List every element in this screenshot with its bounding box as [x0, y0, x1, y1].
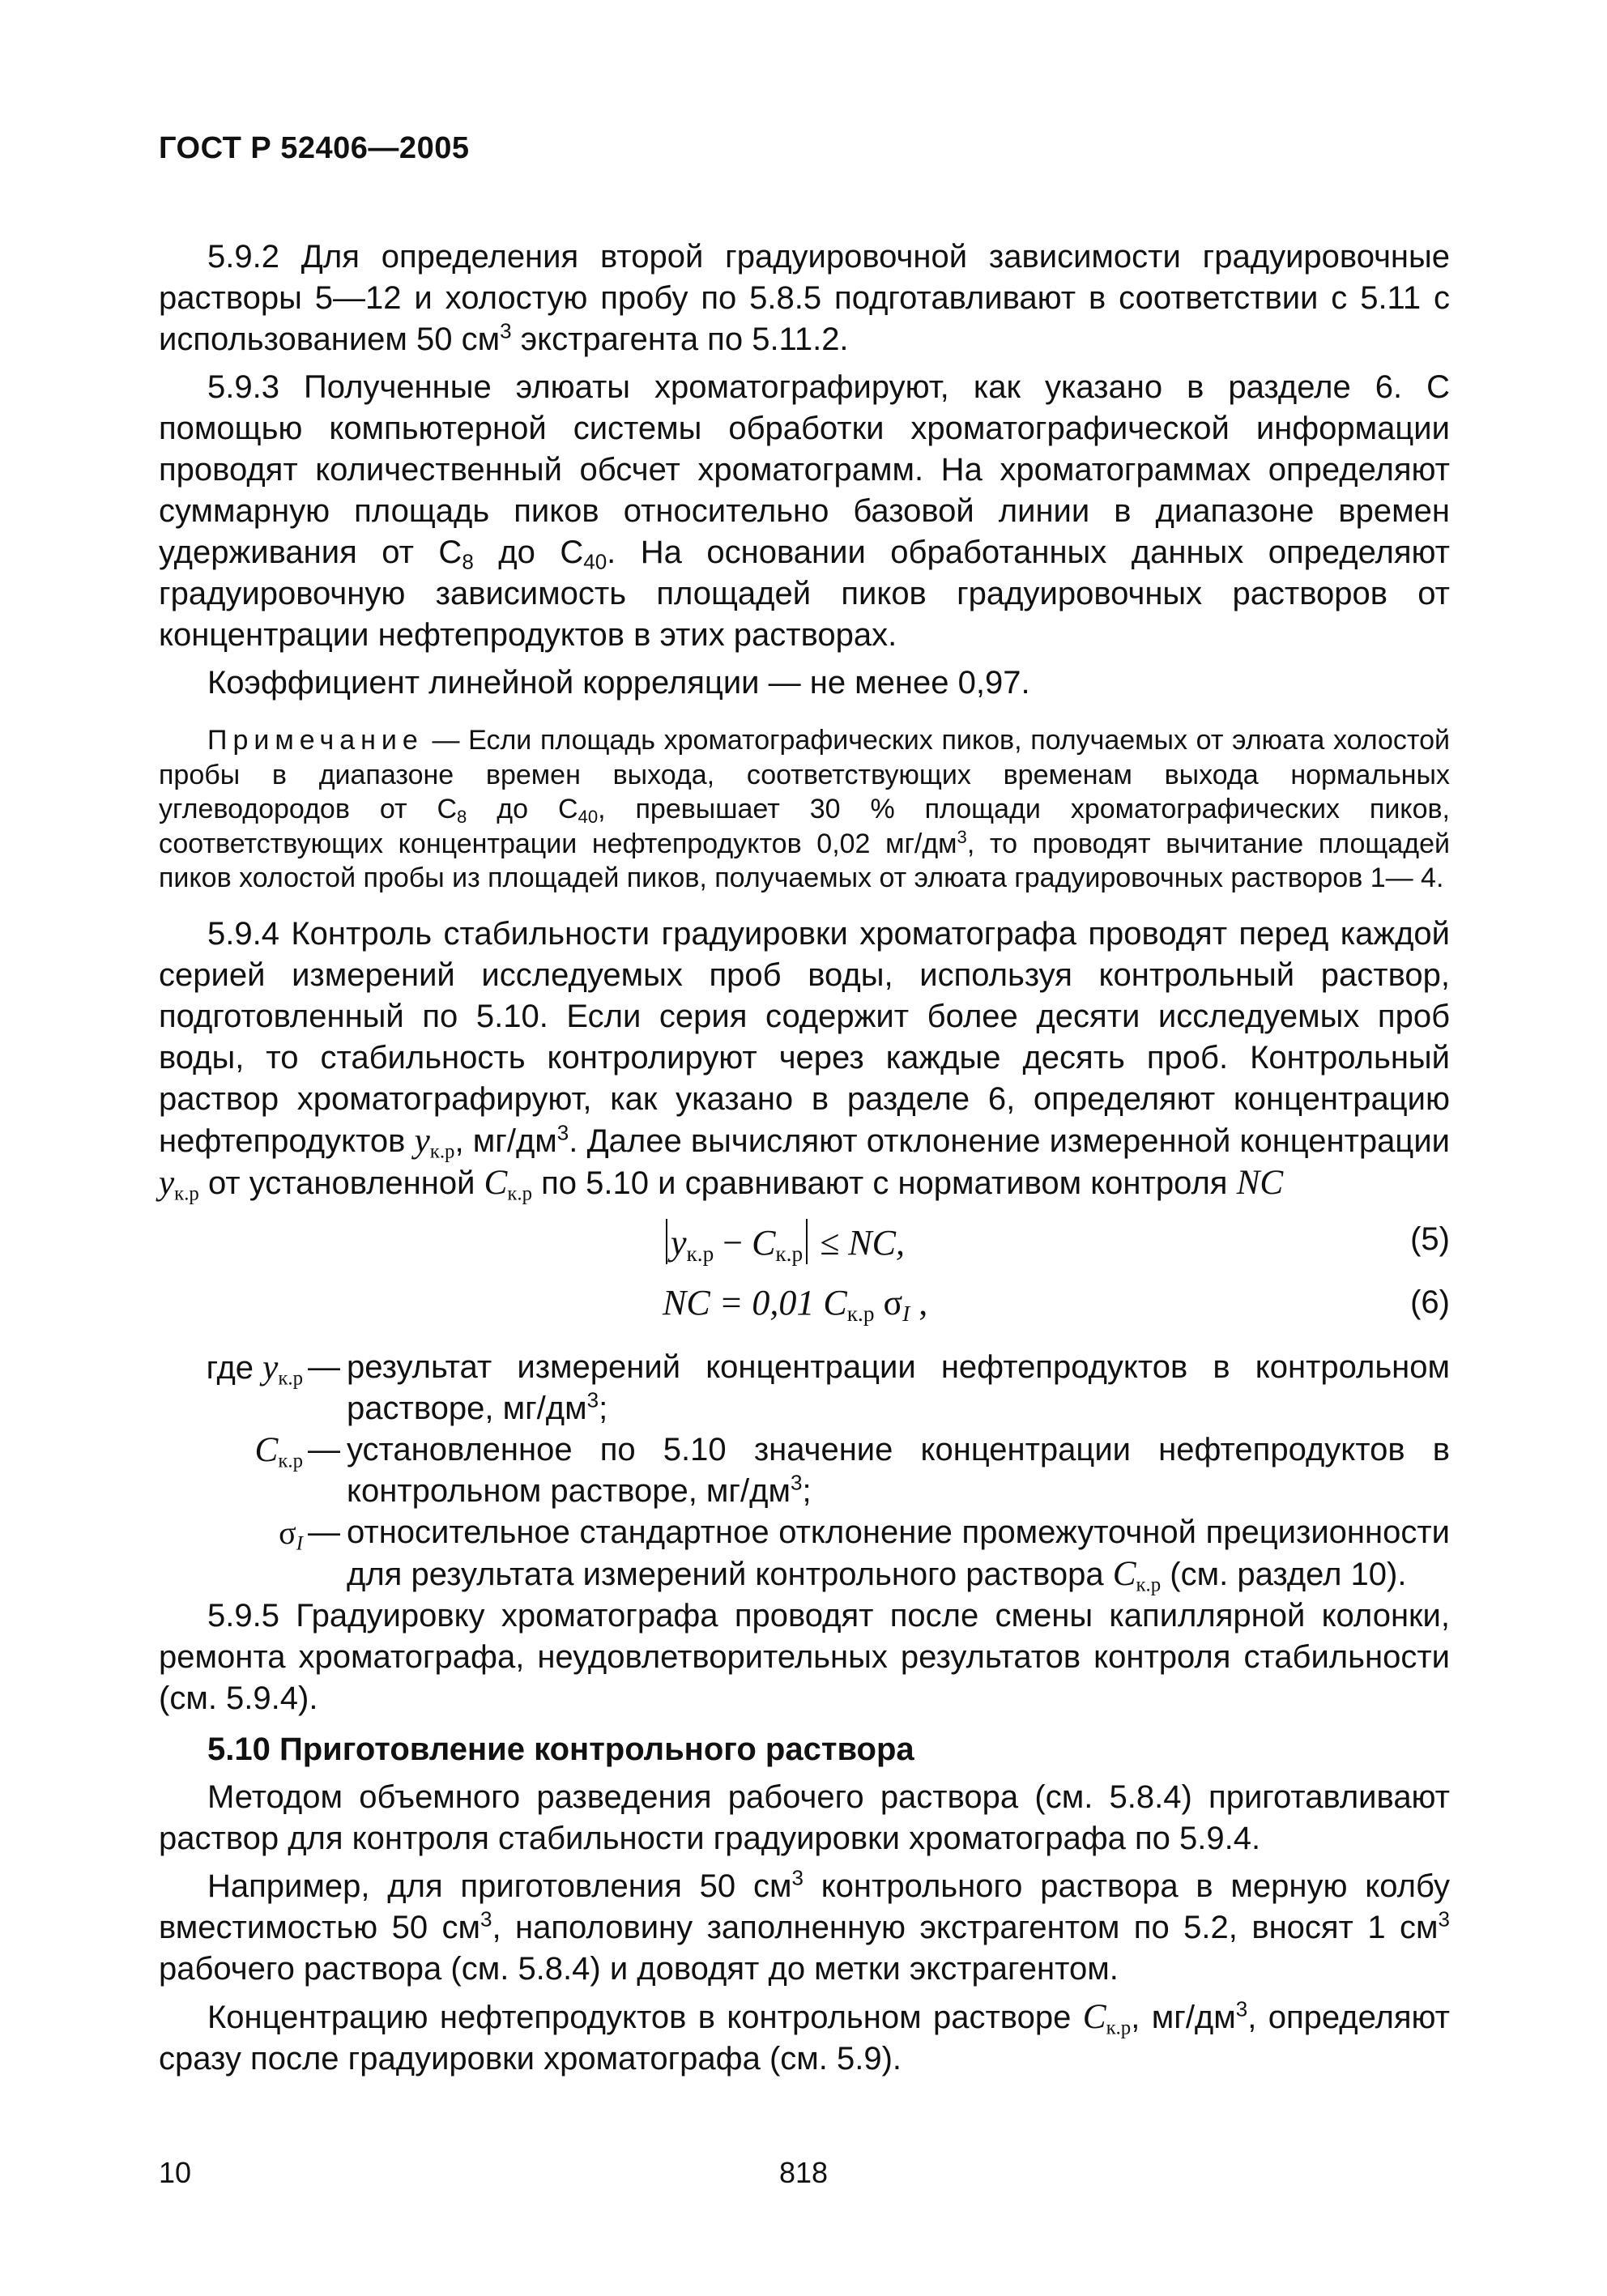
- sheet-number: 818: [779, 2156, 829, 2189]
- page-number: 10: [159, 2156, 192, 2189]
- equation-5-body: yк.р − Cк.р ≤ NC,: [663, 1219, 905, 1264]
- equation-6-number: (6): [1410, 1284, 1450, 1320]
- equation-5-number: (5): [1410, 1220, 1450, 1257]
- paragraph-5-9-2: 5.9.2 Для определения второй градуировочной зависимости градуировочные растворы 5—12 и холостую пробу по 5.8.5 подготавливают в соответствии с 5.11 с использованием 50 $см^3$ экстрагента по 5.11.2.: [159, 239, 1450, 357]
- definition-y: где yк.р — результат измерений концентрации нефтепродуктов в контрольном растворе, $мг/дм^3$;: [206, 1348, 1450, 1426]
- paragraph-5-10-1: Методом объемного разведения рабочего раствора (см. 5.8.4) приготавливают раствор для контроля стабильности градуировки хроматографа по 5.9.4.: [159, 1778, 1450, 1856]
- equation-5: [159, 1211, 1450, 1274]
- abs-bar-right: [806, 1219, 808, 1264]
- abs-bar-left: [666, 1219, 667, 1264]
- document-code-header: ГОСТ Р 52406—2005: [159, 131, 470, 165]
- paragraph-5-9-4: 5.9.4 Контроль стабильности градуировки хроматографа проводят перед каждой серией измерений исследуемых проб воды, используя контрольный раствор, подготовленный по 5.10. Если серия содержит более десяти исследуемых проб воды, то стабильность контролируют через каждые десять проб. Контрольный раствор хроматографируют, как указано в разделе 6, определяют концентрацию нефтепродуктов yк.р, $мг/дм^3$. Далее вычисляют отклонение измеренной концентрации yк.р от установленной Cк.р по 5.10 и сравнивают с нормативом контроля NC: [159, 915, 1450, 1204]
- paragraph-correlation: Коэффициент линейной корреляции — не менее 0,97.: [207, 665, 1030, 701]
- paragraph-5-9-5: 5.9.5 Градуировку хроматографа проводят после смены капиллярной колонки, ремонта хроматографа, неудовлетворительных результатов контроля стабильности (см. 5.9.4).: [159, 1597, 1450, 1716]
- note-label: Примечание: [207, 725, 424, 756]
- note-block: Примечание — Если площадь хроматографических пиков, получаемых от элюата холостой пробы в диапазоне времен выхода, соответствующих временам выхода нормальных углеводородов от $С_8$ до $С_{40}$, превышает 30 % площади хроматографических пиков, соответствующих концентрации нефтепродуктов 0,02 $мг/дм^3$, то проводят вычитание площадей пиков холостой пробы из площадей пиков, получаемых от элюата градуировочных растворов 1— 4.: [159, 725, 1451, 893]
- paragraph-5-10-3: Концентрацию нефтепродуктов в контрольном растворе Cк.р, $мг/дм^3$, определяют сразу после градуировки хроматографа (см. 5.9).: [159, 1996, 1450, 2077]
- definition-c: Cк.р — установленное по 5.10 значение концентрации нефтепродуктов в контрольном растворе, $мг/дм^3$;: [254, 1430, 1450, 1509]
- paragraph-5-9-3: 5.9.3 Полученные элюаты хроматографируют, как указано в разделе 6. С помощью компьютерной системы обработки хроматографической информации проводят количественный обсчет хроматограмм. На хроматограммах определяют суммарную площадь пиков относительно базовой линии в диапазоне времен удерживания от $С_8$ до $С_{40}$. На основании обработанных данных определяют градуировочную зависимость площадей пиков градуировочных растворов от концентрации нефтепродуктов в этих растворах.: [159, 369, 1450, 653]
- equation-6: [159, 1274, 1450, 1337]
- section-5-10-title: 5.10 Приготовление контрольного раствора: [207, 1731, 914, 1767]
- definition-sigma: σI — относительное стандартное отклонение промежуточной прецизионности для результата измерений контрольного раствора Cк.р (см. раздел 10).: [279, 1514, 1450, 1595]
- equation-6-body: NC = 0,01 Cк.р σI ,: [663, 1282, 928, 1326]
- paragraph-5-10-2: Например, для приготовления 50 $см^3$ контрольного раствора в мерную колбу вместимостью 50 $см^3$, наполовину заполненную экстрагентом по 5.2, вносят 1 $см^3$ рабочего раствора (см. 5.8.4) и доводят до метки экстрагентом.: [159, 1865, 1450, 1987]
- variable-definitions: [159, 1347, 1450, 1595]
- body-text: [159, 236, 1450, 2086]
